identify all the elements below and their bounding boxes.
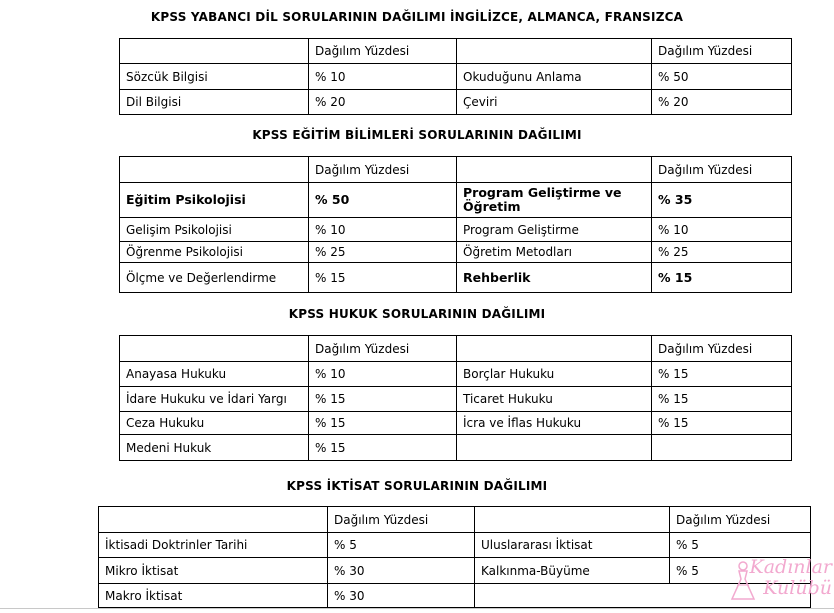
table-row [120, 435, 792, 461]
subject-cell: Mikro İktisat [99, 558, 328, 584]
percent-cell: % 20 [652, 90, 792, 115]
watermark-text [750, 557, 833, 599]
percent-cell: % 15 [309, 263, 457, 293]
percent-cell: % 30 [328, 558, 475, 584]
subject-cell: Medeni Hukuk [120, 435, 309, 461]
percent-cell: % 15 [309, 435, 457, 461]
table-row [99, 533, 811, 558]
percent-cell: % 50 [652, 64, 792, 90]
table-row [120, 362, 792, 387]
section-title-iktisat: KPSS İKTİSAT SORULARININ DAĞILIMI [286, 479, 548, 493]
header-cell [457, 157, 652, 183]
header-cell: Dağılım Yüzdesi [652, 336, 792, 362]
subject-cell: Sözcük Bilgisi [120, 64, 309, 90]
percent-cell: % 35 [652, 183, 792, 218]
header-cell [457, 39, 652, 64]
subject-cell: İktisadi Doktrinler Tarihi [99, 533, 328, 558]
header-cell: Dağılım Yüzdesi [670, 507, 811, 533]
percent-cell: % 10 [309, 218, 457, 242]
subject-cell: Uluslararası İktisat [475, 533, 670, 558]
header-cell [120, 39, 309, 64]
header-cell [457, 336, 652, 362]
table-egitim-bilimleri [119, 156, 792, 293]
table-hukuk [119, 335, 792, 461]
header-cell: Dağılım Yüzdesi [652, 39, 792, 64]
header-cell: Dağılım Yüzdesi [309, 157, 457, 183]
percent-cell [652, 435, 792, 461]
percent-cell: % 15 [652, 412, 792, 435]
header-cell [475, 507, 670, 533]
percent-cell: % 25 [309, 242, 457, 263]
section-title-hukuk: KPSS HUKUK SORULARININ DAĞILIMI [288, 307, 546, 321]
table-row [120, 183, 792, 218]
percent-cell: % 10 [309, 64, 457, 90]
header-cell [120, 157, 309, 183]
percent-cell: % 30 [328, 584, 475, 608]
subject-cell: Program Geliştirme ve Öğretim [457, 183, 652, 218]
subject-cell: Okuduğunu Anlama [457, 64, 652, 90]
percent-cell: % 15 [652, 362, 792, 387]
table-row [120, 263, 792, 293]
table-row [120, 64, 792, 90]
watermark-line1: Kadınlar [749, 556, 832, 578]
percent-cell: % 50 [309, 183, 457, 218]
table-row [120, 90, 792, 115]
subject-cell: Öğretim Metodları [457, 242, 652, 263]
subject-cell: Ölçme ve Değerlendirme [120, 263, 309, 293]
subject-cell: Program Geliştirme [457, 218, 652, 242]
percent-cell: % 10 [652, 218, 792, 242]
header-cell: Dağılım Yüzdesi [652, 157, 792, 183]
table-yabanci-dil [119, 38, 792, 115]
kadinlar-kulubu-watermark [728, 557, 832, 603]
percent-cell: % 15 [652, 263, 792, 293]
subject-cell: Dil Bilgisi [120, 90, 309, 115]
header-cell [99, 507, 328, 533]
percent-cell: % 5 [328, 533, 475, 558]
table-row [120, 387, 792, 412]
table-row [120, 218, 792, 242]
subject-cell: Eğitim Psikolojisi [120, 183, 309, 218]
subject-cell: Ticaret Hukuku [457, 387, 652, 412]
table-row [99, 558, 811, 584]
subject-cell: Gelişim Psikolojisi [120, 218, 309, 242]
percent-cell: % 10 [309, 362, 457, 387]
subject-cell: İdare Hukuku ve İdari Yargı [120, 387, 309, 412]
subject-cell: Çeviri [457, 90, 652, 115]
percent-cell: % 15 [652, 387, 792, 412]
header-cell: Dağılım Yüzdesi [309, 336, 457, 362]
subject-cell [475, 584, 670, 608]
table-header-row [120, 336, 792, 362]
header-cell [120, 336, 309, 362]
section-title-egitim-bilimleri: KPSS EĞİTİM BİLİMLERİ SORULARININ DAĞILIMI [252, 128, 582, 142]
page-bottom-divider [0, 608, 834, 609]
table-row [120, 412, 792, 435]
percent-cell: % 5 [670, 533, 811, 558]
percent-cell: % 15 [309, 412, 457, 435]
subject-cell: Rehberlik [457, 263, 652, 293]
percent-cell: % 5 [670, 558, 811, 584]
subject-cell: İcra ve İflas Hukuku [457, 412, 652, 435]
header-cell: Dağılım Yüzdesi [309, 39, 457, 64]
subject-cell: Anayasa Hukuku [120, 362, 309, 387]
table-iktisat [98, 506, 811, 608]
subject-cell: Öğrenme Psikolojisi [120, 242, 309, 263]
table-header-row [99, 507, 811, 533]
watermark-line2: Kulübü [763, 577, 832, 599]
table-row [120, 242, 792, 263]
subject-cell: Makro İktisat [99, 584, 328, 608]
subject-cell: Borçlar Hukuku [457, 362, 652, 387]
percent-cell: % 15 [309, 387, 457, 412]
percent-cell: % 25 [652, 242, 792, 263]
table-header-row [120, 39, 792, 64]
subject-cell [457, 435, 652, 461]
table-row [99, 584, 811, 608]
percent-cell: % 20 [309, 90, 457, 115]
subject-cell: Ceza Hukuku [120, 412, 309, 435]
section-title-yabanci-dil: KPSS YABANCI DİL SORULARININ DAĞILIMI İNGİLİZCE, ALMANCA, FRANSIZCA [150, 10, 684, 24]
subject-cell: Kalkınma-Büyüme [475, 558, 670, 584]
table-header-row [120, 157, 792, 183]
header-cell: Dağılım Yüzdesi [328, 507, 475, 533]
